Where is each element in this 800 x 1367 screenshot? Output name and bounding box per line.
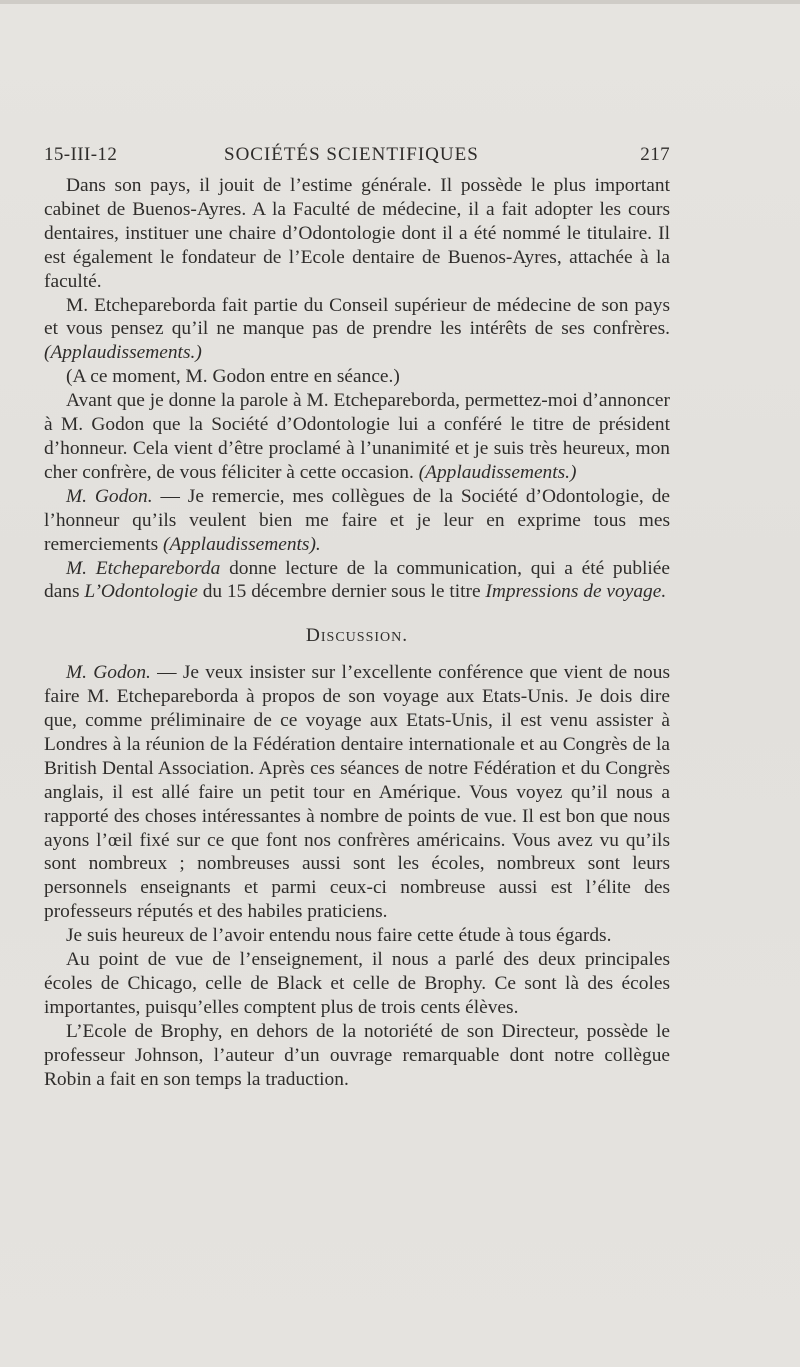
page-header bbox=[44, 144, 670, 170]
page-top-edge bbox=[0, 0, 800, 4]
speaker-name: M. Etchepareborda bbox=[66, 557, 221, 579]
paragraph-council: M. Etchepareborda fait partie du Conseil supérieur de médecine de son pays et vous pensez qu’il ne manque pas de prendre les intérêts de ses confrères. (Applaudissements.) bbox=[44, 294, 670, 364]
applause-note: (Applaudissements.) bbox=[418, 461, 577, 483]
paragraph-brophy-school: L’Ecole de Brophy, en dehors de la notoriété de son Directeur, possède le professeur Johnson, l’auteur d’un ouvrage remarquable dont notre collègue Robin a fait en son temps la traduction. bbox=[44, 1020, 670, 1090]
running-title: SOCIÉTÉS SCIENTIFIQUES bbox=[224, 144, 479, 165]
applause-note: (Applaudissements). bbox=[162, 533, 321, 555]
article-title: Impressions de voyage. bbox=[485, 581, 667, 603]
paragraph-godon-thanks: M. Godon. — Je remercie, mes collègues de la Société d’Odontologie, de l’honneur qu’ils veulent bien me faire et je leur en exprime tous mes remerciements (Applaudissements). bbox=[44, 485, 670, 555]
paragraph-teaching: Au point de vue de l’enseignement, il nous a parlé des deux principales écoles de Chicago, celle de Black et celle de Brophy. Ce sont là des écoles importantes, puisqu’elles comptent plus de trois cents élèves. bbox=[44, 949, 670, 1018]
body-text bbox=[44, 174, 670, 1092]
paragraph-honorary-president: Avant que je donne la parole à M. Etchepareborda, permettez-moi d’annoncer à M. Godon que la Société d’Odontologie lui a conféré le titre de président d’honneur. Cela vient d’être proclamé à l’unanimité et je suis très heureux, mon cher confrère, de vous féliciter à cette occasion. (Applaudissements.) bbox=[44, 390, 670, 483]
page-number: 217 bbox=[640, 144, 670, 165]
speaker-name: M. Godon. bbox=[66, 662, 151, 684]
discussion-heading: Discussion. bbox=[305, 625, 409, 647]
paragraph-godon-discussion: M. Godon. — Je veux insister sur l’excellente conférence que vient de nous faire M. Etchepareborda à propos de son voyage aux Etats-Unis. Je dois dire que, comme préliminaire de ce voyage aux Etats-Unis, il est venu assister à Londres à la réunion de la Fédération dentaire internationale et au Congrès de la British Dental Association. Après ces séances de notre Fédération et du Congrès anglais, il est allé faire un petit tour en Amérique. Vous voyez qu’il nous a rapporté des choses intéressantes à nombre de points de vue. Il est bon que nous ayons l’œil fixé sur ce que font nos confrères américains. Vous avez vu qu’ils sont nombreux ; nombreuses aussi sont les écoles, nombreux sont leurs personnels enseignants et parmi ceux-ci nombreuse aussi est l’élite des professeurs réputés et des habiles praticiens. bbox=[44, 662, 670, 923]
paragraph-godon-arrives: (A ce moment, M. Godon entre en séance.) bbox=[66, 366, 400, 388]
paragraph-faculty: Dans son pays, il jouit de l’estime générale. Il possède le plus important cabinet de Buenos-Ayres. A la Faculté de médecine, il a fait adopter les cours dentaires, instituer une chaire d’Odontologie dont il a été nommé le titulaire. Il est également le fondateur de l’Ecole dentaire de Buenos-Ayres, attachée à la faculté. bbox=[44, 175, 670, 292]
session-date: 15-III-12 bbox=[44, 144, 118, 165]
journal-title: L’Odontologie bbox=[84, 581, 198, 603]
applause-note: (Applaudissements.) bbox=[44, 342, 202, 364]
paragraph-happy: Je suis heureux de l’avoir entendu nous faire cette étude à tous égards. bbox=[66, 925, 612, 947]
paragraph-reading: M. Etchepareborda donne lecture de la communication, qui a été publiée dans L’Odontologie du 15 décembre dernier sous le titre Impressions de voyage. bbox=[44, 557, 671, 603]
speaker-name: M. Godon. bbox=[66, 485, 153, 507]
